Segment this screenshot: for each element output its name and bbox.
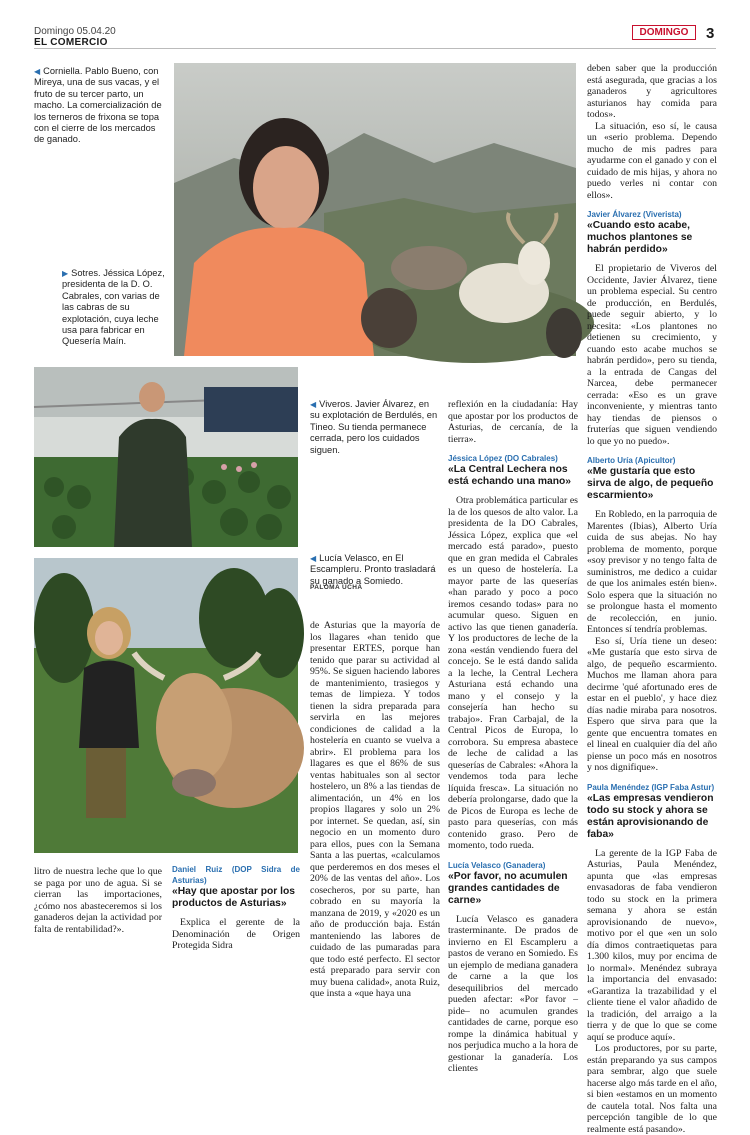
source-label: Daniel Ruiz (DOP Sidra de Asturias) (172, 865, 300, 885)
header-divider (34, 48, 716, 49)
source-label: Javier Álvarez (Viverista) (587, 210, 682, 219)
column-d (448, 399, 578, 1075)
pull-quote: «Hay que apostar por los productos de Asturias» (172, 886, 296, 909)
page-number: 3 (706, 25, 715, 42)
caption-sotres: ▶ Sotres. Jéssica López, presidenta de la D. O. Cabrales, con varias de las cabras de su explotación, cuya leche usa para fabricar en Quesería Maín. (62, 268, 165, 347)
section-badge: DOMINGO (632, 25, 696, 40)
caption-viveros: ◀ Viveros. Javier Álvarez, en su explotación de Berdulés, en Tineo. Su tienda permanece cerrada, pero los cuidados siguen. (310, 399, 438, 455)
header-date: Domingo 05.04.20 (34, 26, 116, 37)
pull-quote: «Por favor, no acumulen grandes cantidades de carne» (448, 870, 568, 906)
source-label: Lucía Velasco (Ganadera) (448, 860, 546, 870)
pull-quote: «Las empresas vendieron todo su stock y ahora se están aprovisionando de faba» (587, 792, 714, 840)
caption-arrow-right-icon: ▶ (62, 269, 69, 278)
caption-lucia: ◀ Lucía Velasco, en El Escampleru. Pronto trasladará su ganado a Somiedo. (310, 553, 436, 586)
column-e (587, 63, 717, 1135)
photo-cow (34, 558, 298, 853)
paragraph: Los productores, por su parte, están preparando ya sus campos para sembrar, algo que suele hacerse algo más tarde en el año, si bien «estamos en un momento de cautela total. Nos falta una percepción tangible de lo que realmente está pasando». (587, 1043, 717, 1135)
paragraph: En Robledo, en la parroquia de Marentes (Ibias), Alberto Uría cuida de sus abejas. No hay problema de momento, porque «soy previsor y no tengo falta de suministros, me dedico a cuidar de que los animales estén bien». Solo espera que la situación no se prolongue hasta el momento de recolección, en junio. Entonces sí tendría problemas. (587, 509, 717, 635)
column-c (310, 620, 440, 1000)
paragraph: Eso sí, Uría tiene un deseo: «Me gustaría que esto sirva de algo, de pequeño escarmiento. Muchos me llaman ahora para decirme 'qué afortunado eres de estar en el pueblo', y hace diez días nadie miraba para nosotros. Espero que sirva para que la gente que encuentra tomates en el lineal en cualquier día del año piense un poco más en nosotros y nos dignifique». (587, 635, 717, 773)
caption-corniella: ◀ Corniella. Pablo Bueno, con Mireya, una de sus vacas, y el fruto de su tercer parto, un macho. La comercialización de los terneros de frixona se topa con el cierre de los mercados de ganado. (34, 66, 162, 145)
paragraph: de Asturias que la mayoría de los llagares «han tenido que presentar ERTES, porque han tenido que parar su actividad al 95%. Se siguen haciendo labores de mantenimiento, trasiegos y temas de limpieza. Y todos tienen la sidra preparada para servirla en las mejores condiciones de calidad a la hostelería en cuanto se vuelva a abrir». El problema para los llagares es que el 86% de sus ventas habituales son al sector hostelero, un 8% a las tiendas de alimentación, un 4% en los propios llagares y solo un 2% por internet. Se quedan, así, sin negocio en un momento duro para ellos, pues con la Semana Santa a las puertas, «calculamos que perderemos en dos meses el 20% de las ventas del año». Los cosecheros, por su parte, han cobrado en su mayoría la manzana de 2019, y «2020 es un año de producción baja. Están manteniendo las labores de cuidado de las pumaradas para que todo esté perfecto. El sector está preparado para servir con muy buena calidad», anota Ruiz, que insta a «que haya una (310, 620, 440, 999)
paragraph: Explica el gerente de la Denominación de Origen Protegida Sidra (172, 917, 300, 951)
pull-quote: «La Central Lechera nos está echando una mano» (448, 464, 572, 487)
caption-arrow-left-icon: ◀ (34, 67, 41, 76)
photo-nursery (34, 367, 298, 547)
caption-arrow-left-icon: ◀ (310, 400, 317, 409)
source-label: Paula Menéndez (IGP Faba Astur) (587, 782, 715, 792)
paragraph: deben saber que la producción está asegurada, que gracias a los ganaderos y agricultores asturianos hay comida para todos». (587, 63, 717, 120)
paragraph: Otra problemática particular es la de los quesos de alto valor. La presidenta de la DO Cabrales, Jéssica López, explica que «el mercado está parado», puesto que en gran medida el Cabrales es un queso de hostelería. La mayor parte de las queserías «han parado y poco a poco iremos cesando todas» para no acumular queso. Siguen en activo las que tienen ganadería. Y los productores de leche de la zona «están vendiendo fuera del concejo. Se le está dando salida a la leche, la Central Lechera Asturiana está echando una mano y el consejo y la consejería han hecho su trabajo». Fran Carbajal, de la Central Picos de Europa, lo corrobora. Su empresa abastece de leche de calidad a las queserías de Cabrales: «Ahora la vendemos toda para leche líquida fresca». La situación no debería prolongarse, dado que la de Picos de Europa es leche de pasto para queserías, con más contenido graso. Pero de momento, todo rueda. (448, 495, 578, 851)
pull-quote: «Cuando esto acabe, muchos plantones se habrán perdido» (587, 220, 693, 255)
paragraph: La gerente de la IGP Faba de Asturias, Paula Menéndez, apunta que «las empresas envasadoras de faba vendieron todo su stock en la primera semana y ahora se están aprovisionando de nuevo», motivo por el que «en un solo día dimos contraetiquetas para 1.300 kilos, muy por encima de lo normal». Menéndez subraya la importancia del envasado: «Garantiza la trazabilidad y el cliente tiene el valor añadido de la tradición, del arraigo a la tierra y de que lo que se come aquí se produce aquí». (587, 847, 717, 1043)
paragraph: El propietario de Viveros del Occidente, Javier Álvarez, tiene un problema especial. Su centro de producción, en Berdulés, puede seguir abierto, y lo necesita: «Los plantones no detienen su crecimiento, y cuando esto acabe muchos se habrán perdido», pero su tienda, a la entrada de Cangas del Narcea, debe permanecer cerrada: «Eso es un grave inconveniente, y mientras tanto hay tiendas de piensos o fruterías que siguen vendiendo lo que yo no puedo». (587, 263, 717, 447)
publication-name: EL COMERCIO (34, 37, 108, 48)
column-a (34, 866, 162, 935)
pull-quote: «Me gustaría que esto sirva de algo, de pequeño escarmiento» (587, 466, 714, 501)
paragraph: litro de nuestra leche que lo que se paga por uno de agua. Si se cierran las importaciones, ¿cómo nos abasteceremos si los ganaderos dejan la actividad por falta de rentabilidad?». (34, 866, 162, 935)
paragraph: Lucía Velasco es ganadera trasterminante. De prados de invierno en El Escampleru a pastos de verano en Somiedo. Es un ejemplo de mediana ganadera de carne a la que los desequilibrios del mercado pueden afectar: «Por favor –pide– no acumulen grandes cantidades de carne, porque eso rompe la dinámica habitual y nos perjudica mucho a la hora de gestionar la ganadería. Los clientes (448, 913, 578, 1074)
column-b (172, 864, 300, 952)
source-label: Jéssica López (DO Cabrales) (448, 454, 558, 463)
source-label: Alberto Uría (Apicultor) (587, 456, 676, 465)
paragraph: reflexión en la ciudadanía: Hay que apostar por los productos de Asturias, de cercanía, de la tierra». (448, 399, 578, 445)
paragraph: La situación, eso sí, le causa un «serio problema. Dependo mucho de mis padres para ayudarme con el ganado y con el cuidado de mis hijas, y ahora no puedo verles ni contar con ellos». (587, 120, 717, 201)
photo-credit: PALOMA UCHA (310, 584, 363, 591)
photo-goats (174, 63, 576, 356)
caption-arrow-left-icon: ◀ (310, 554, 317, 563)
